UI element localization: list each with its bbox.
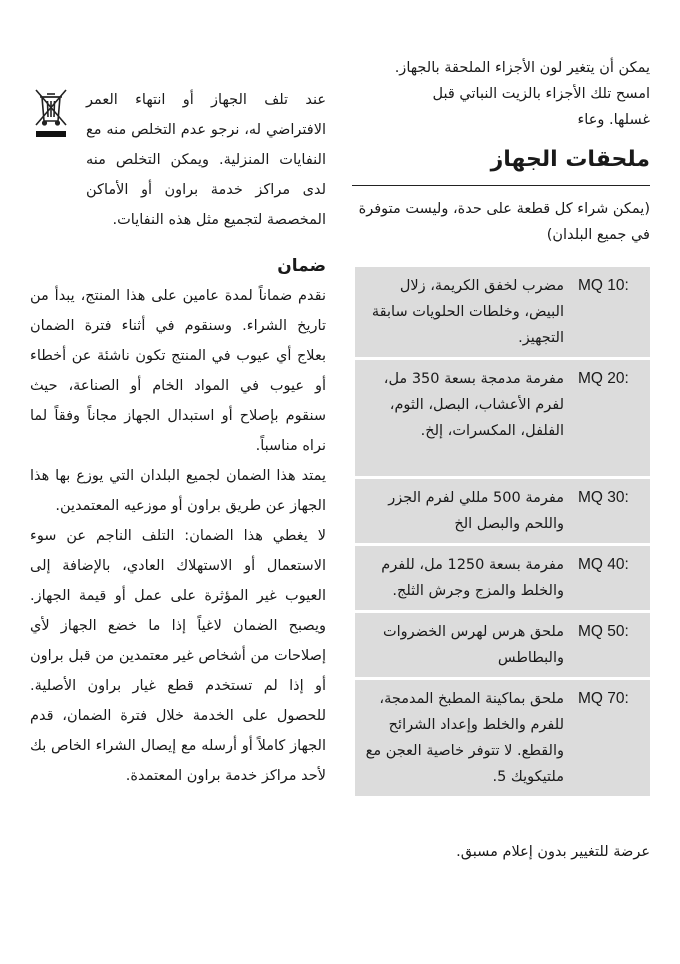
intro-line-2: امسح تلك الأجزاء بالزيت النباتي قبل xyxy=(432,86,650,102)
disposal-text: عند تلف الجهاز أو انتهاء العمر الافتراضي له، نرجو عدم التخلص منه مع النفايات المنزلية. ويمكن التخلص منه لدى مراكز خدمة براون أو الأماكن المخصصة لتجميع مثل هذه النفايات. xyxy=(86,92,326,228)
intro-line-3: غسلها. وعاء xyxy=(577,112,650,128)
crossed-out-wheelie-bin-icon xyxy=(32,87,70,139)
accessory-code: MQ 70: xyxy=(572,680,650,796)
change-notice: عرضة للتغيير بدون إعلام مسبق. xyxy=(456,844,650,860)
accessories-table xyxy=(352,264,650,799)
intro-line-1: يمكن أن يتغير لون الأجزاء الملحقة بالجهاز. xyxy=(394,60,650,76)
accessory-description: ملحق هرس لهرس الخضروات والبطاطس xyxy=(352,613,572,677)
accessory-code: MQ 20: xyxy=(572,360,650,476)
accessory-description: مضرب لخفق الكريمة، زلال البيض، وخلطات الحلويات سابقة التجهيز. xyxy=(352,267,572,357)
table-row xyxy=(352,267,650,357)
accessory-code: MQ 50: xyxy=(572,613,650,677)
accessory-code: MQ 10: xyxy=(572,267,650,357)
accessory-description: مفرمة مدمجة بسعة 350 مل، لفرم الأعشاب، البصل، الثوم، الفلفل، المكسرات، إلخ. xyxy=(352,360,572,476)
accessory-code: MQ 40: xyxy=(572,546,650,610)
accessories-heading: ملحقات الجهاز xyxy=(490,147,650,172)
warranty-paragraph-2: يمتد هذا الضمان لجميع البلدان التي يوزع بها هذا الجهاز عن طريق براون أو موزعيه المعتمدين. xyxy=(30,468,326,514)
warranty-paragraph-1: نقدم ضماناً لمدة عامين على هذا المنتج، يبدأ من تاريخ الشراء. وسنقوم في أثناء فترة الضمان بعلاج أي عيوب في المنتج تكون ناشئة عن أخطاء أو عيوب في المواد الخام أو الصناعة، حيث سنقوم بإصلاح أو استبدال الجهاز مجاناً وفقاً لما نراه مناسباً. xyxy=(30,288,326,454)
table-row xyxy=(352,546,650,610)
table-row xyxy=(352,613,650,677)
heading-divider xyxy=(352,185,650,186)
accessory-code: MQ 30: xyxy=(572,479,650,543)
warranty-paragraph-3: لا يغطي هذا الضمان: التلف الناجم عن سوء الاستعمال أو الاستهلاك العادي، بالإضافة إلى العيوب غير المؤثرة على عمل أو قيمة الجهاز. ويصبح الضمان لاغياً إذا ما خضع الجهاز لأي إصلاحات من أشخاص غير معتمدين من قبل براون أو إذا لم تستخدم قطع غيار براون الأصلية. للحصول على الخدمة خلال فترة الضمان، قدم الجهاز كاملاً أو أرسله مع إيصال الشراء الخاص بك لأحد مراكز خدمة براون المعتمدة. xyxy=(30,528,326,784)
table-row xyxy=(352,360,650,476)
accessory-description: مفرمة 500 مللي لفرم الجزر واللحم والبصل الخ xyxy=(352,479,572,543)
accessory-description: مفرمة بسعة 1250 مل، للفرم والخلط والمزج وجرش الثلج. xyxy=(352,546,572,610)
right-column xyxy=(352,55,650,880)
left-column xyxy=(30,85,326,791)
availability-note: (يمكن شراء كل قطعة على حدة، وليست متوفرة في جميع البلدان) xyxy=(358,201,650,243)
table-row xyxy=(352,479,650,543)
table-row xyxy=(352,680,650,796)
disposal-section xyxy=(30,85,326,235)
accessory-description: ملحق بماكينة المطبخ المدمجة، للفرم والخلط وإعداد الشرائح والقطع. لا تتوفر خاصية العجن مع ملتيكويك 5. xyxy=(352,680,572,796)
warranty-heading: ضمان xyxy=(277,256,326,276)
